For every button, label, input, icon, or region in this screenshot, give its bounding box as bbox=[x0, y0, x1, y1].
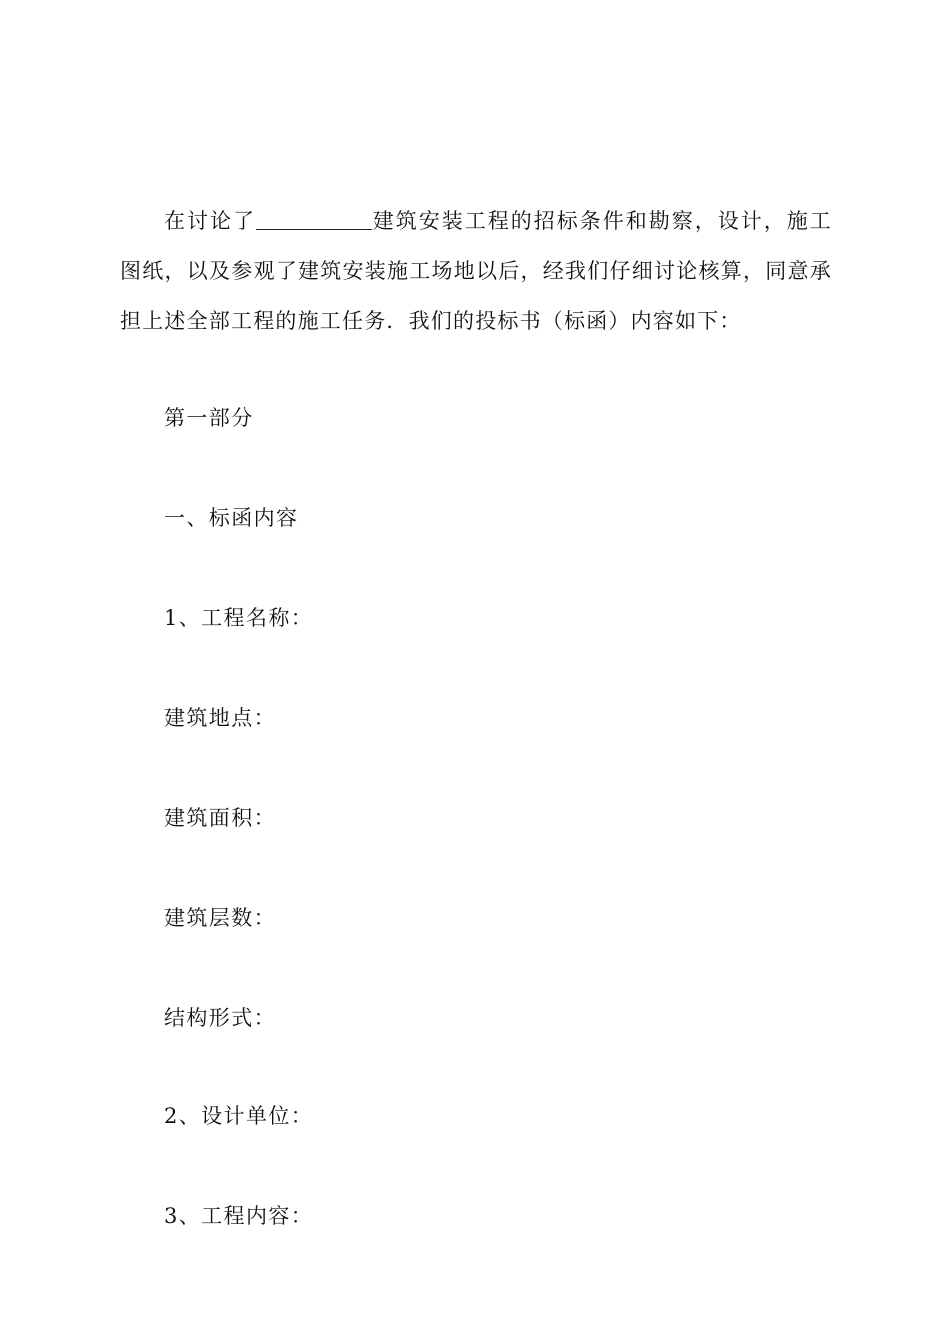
field-building-area: 建筑面积： bbox=[164, 806, 276, 830]
part-title: 第一部分 bbox=[164, 406, 254, 430]
intro-paragraph bbox=[120, 196, 832, 346]
field-building-location: 建筑地点： bbox=[164, 706, 276, 730]
section-heading-bid-content: 一、标函内容 bbox=[164, 506, 299, 530]
field-design-unit: 2、设计单位： bbox=[164, 1104, 314, 1128]
intro-text-after-blank: 建筑安装工程的招标条件和勘察，设计，施工图纸，以及参观了建筑安装施工场地以后，经我们仔细讨论核算，同意承担上述全部工程的施工任务．我们的投标书（标函）内容如下： bbox=[120, 209, 832, 333]
intro-text-before-blank: 在讨论了 bbox=[164, 209, 256, 233]
field-structure-type: 结构形式： bbox=[164, 1006, 276, 1030]
field-project-content: 3、工程内容： bbox=[164, 1204, 314, 1228]
field-building-floors: 建筑层数： bbox=[164, 906, 276, 930]
field-project-name: 1、工程名称： bbox=[164, 606, 314, 630]
project-name-blank bbox=[256, 207, 372, 230]
